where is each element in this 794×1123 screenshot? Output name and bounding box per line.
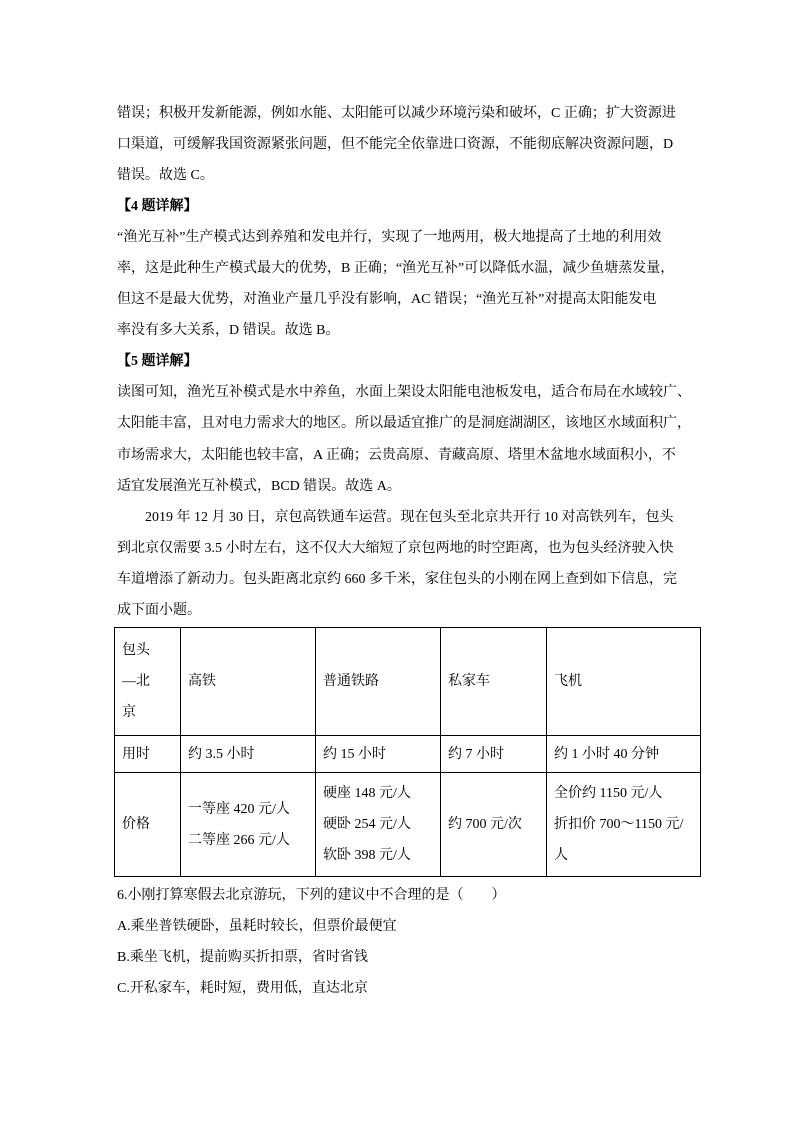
price-private-car <box>441 773 547 877</box>
time-high-speed-rail: 约 3.5 小时 <box>181 736 316 773</box>
explanation-line: 错误；积极开发新能源，例如水能、太阳能可以减少环境污染和破坏，C 正确；扩大资源进 <box>117 105 676 121</box>
row-label-price: 价格 <box>115 773 181 877</box>
table-header-row <box>115 628 701 736</box>
price-item: 二等座 266 元/人 <box>188 832 290 848</box>
option-c: C.开私家车，耗时短，费用低，直达北京 <box>117 981 368 997</box>
price-airplane <box>547 773 701 877</box>
table-row-time <box>115 736 701 773</box>
material-line: 到北京仅需要 3.5 小时左右，这不仅大大缩短了京包两地的时空距离，也为包头经济驶入快 <box>117 540 674 556</box>
material-line: 2019 年 12 月 30 日，京包高铁通车运营。现在包头至北京共开行 10 对高铁列车，包头 <box>145 509 674 525</box>
time-airplane: 约 1 小时 40 分钟 <box>547 736 701 773</box>
explanation-line: 率没有多大关系，D 错误。故选 B。 <box>117 323 340 339</box>
time-private-car: 约 7 小时 <box>441 736 547 773</box>
header-cell-private-car: 私家车 <box>441 628 547 736</box>
explanation-line: 但这不是最大优势，对渔业产量几乎没有影响，AC 错误；“渔光互补”对提高太阳能发电 <box>117 292 657 308</box>
material-passage <box>117 502 717 626</box>
question-stem: 6.小刚打算寒假去北京游玩，下列的建议中不合理的是（ ） <box>117 887 506 903</box>
answer-explanation <box>117 98 717 627</box>
price-item: 约 700 元/次 <box>448 817 522 832</box>
option-b: B.乘坐飞机，提前购买折扣票，省时省钱 <box>117 949 368 965</box>
explanation-line: 适宜发展渔光互补模式，BCD 错误。故选 A。 <box>117 478 401 494</box>
explanation-line: 读图可知，渔光互补模式是水中养鱼，水面上架设太阳能电池板发电，适合布局在水域较广、 <box>117 385 691 401</box>
route-label: 包头—北京 <box>122 643 150 720</box>
row-label-time: 用时 <box>115 736 181 773</box>
explanation-line: 率，这是此种生产模式最大的优势，B 正确；“渔光互补”可以降低水温，减少鱼塘蒸发量， <box>117 260 675 276</box>
question-6 <box>117 880 717 1005</box>
section-heading-q4: 【4 题详解】 <box>117 198 198 214</box>
price-item: 软卧 398 元/人 <box>323 848 411 863</box>
price-item: 折扣价 700～1150 元/人 <box>554 817 684 863</box>
explanation-line: “渔光互补”生产模式达到养殖和发电并行，实现了一地两用，极大地提高了土地的利用效 <box>117 229 662 245</box>
header-cell-regular-rail: 普通铁路 <box>316 628 441 736</box>
explanation-line: 市场需求大，太阳能也较丰富，A 正确；云贵高原、青藏高原、塔里木盆地水域面积小，不 <box>117 447 676 463</box>
price-item: 一等座 420 元/人 <box>188 801 290 817</box>
price-item: 全价约 1150 元/人 <box>554 786 663 801</box>
explanation-line: 太阳能丰富，且对电力需求大的地区。所以最适宜推广的是洞庭湖湖区，该地区水域面积广， <box>117 416 691 432</box>
travel-comparison-table <box>114 627 701 877</box>
price-regular-rail <box>316 773 441 877</box>
header-cell-route <box>115 628 181 736</box>
price-high-speed-rail <box>181 773 316 877</box>
section-heading-q5: 【5 题详解】 <box>117 354 198 370</box>
table-row-price <box>115 773 701 877</box>
header-cell-high-speed-rail: 高铁 <box>181 628 316 736</box>
explanation-line: 错误。故选 C。 <box>117 167 214 183</box>
time-regular-rail: 约 15 小时 <box>316 736 441 773</box>
option-a: A.乘坐普铁硬卧，虽耗时较长，但票价最便宜 <box>117 918 397 934</box>
price-item: 硬座 148 元/人 <box>323 786 411 801</box>
header-cell-airplane: 飞机 <box>547 628 701 736</box>
material-line: 成下面小题。 <box>117 603 201 618</box>
explanation-line: 口渠道，可缓解我国资源紧张问题，但不能完全依靠进口资源，不能彻底解决资源问题，D <box>117 136 674 152</box>
price-item: 硬卧 254 元/人 <box>323 817 411 832</box>
material-line: 车道增添了新动力。包头距离北京约 660 多千米，家住包头的小刚在网上查到如下信息，完 <box>117 571 677 587</box>
